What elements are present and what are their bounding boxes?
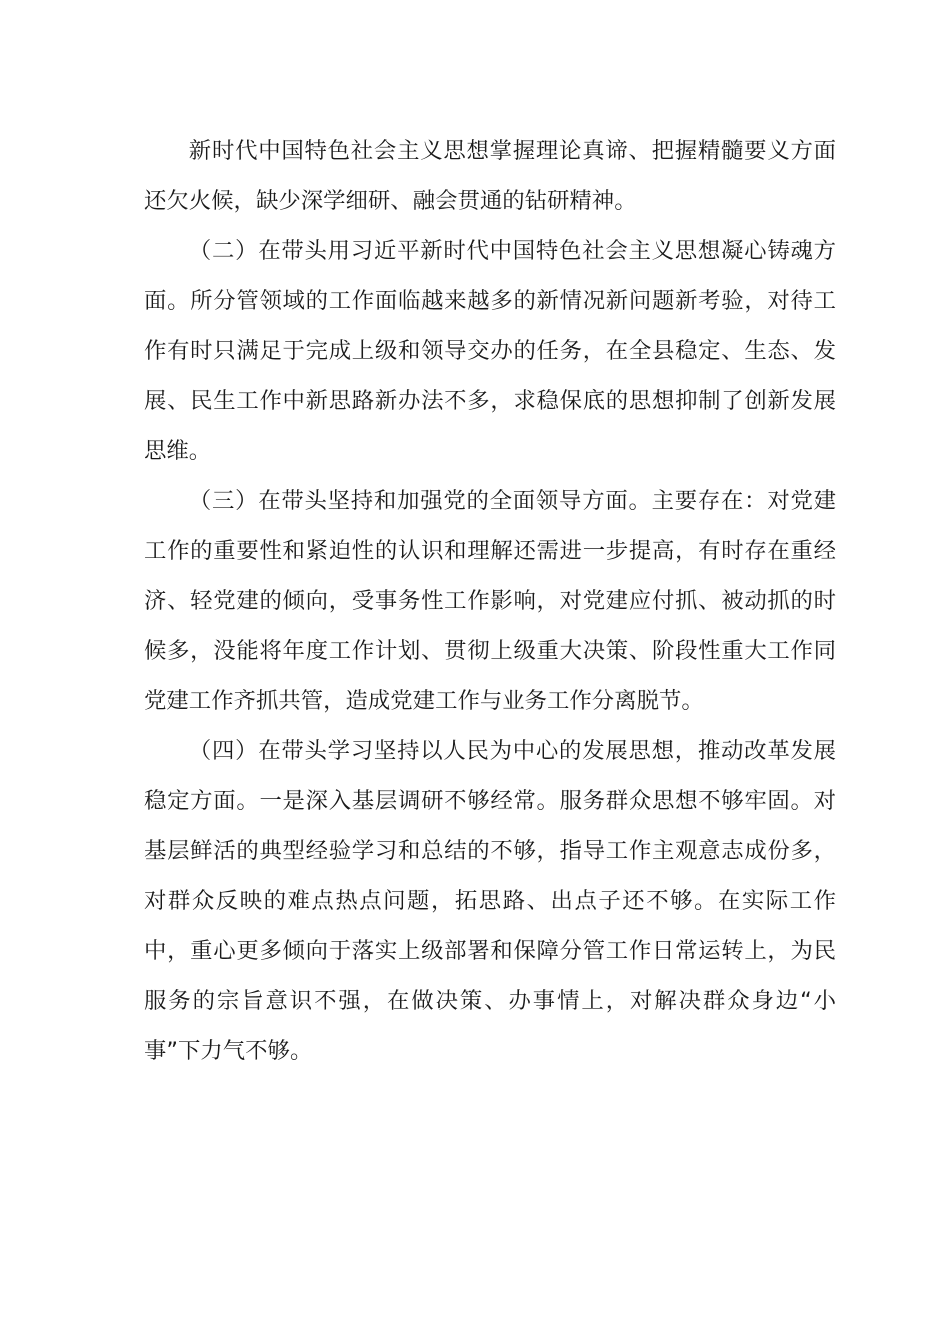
document-body: [144, 126, 836, 1076]
paragraph-section-three: （三）在带头坚持和加强党的全面领导方面。主要存在：对党建工作的重要性和紧迫性的认识和理解还需进一步提高，有时存在重经济、轻党建的倾向，受事务性工作影响，对党建应付抓、被动抓的时候多，没能将年度工作计划、贯彻上级重大决策、阶段性重大工作同党建工作齐抓共管，造成党建工作与业务工作分离脱节。: [144, 488, 836, 714]
paragraph-continuation: 新时代中国特色社会主义思想掌握理论真谛、把握精髓要义方面还欠火候，缺少深学细研、融会贯通的钻研精神。: [144, 138, 836, 214]
paragraph-section-two: （二）在带头用习近平新时代中国特色社会主义思想凝心铸魂方面。所分管领域的工作面临越来越多的新情况新问题新考验，对待工作有时只满足于完成上级和领导交办的任务，在全县稳定、生态、发展、民生工作中新思路新办法不多，求稳保底的思想抑制了创新发展思维。: [144, 238, 836, 464]
paragraph-section-four: （四）在带头学习坚持以人民为中心的发展思想，推动改革发展稳定方面。一是深入基层调研不够经常。服务群众思想不够牢固。对基层鲜活的典型经验学习和总结的不够，指导工作主观意志成份多，对群众反映的难点热点问题，拓思路、出点子还不够。在实际工作中，重心更多倾向于落实上级部署和保障分管工作日常运转上，为民服务的宗旨意识不强，在做决策、办事情上，对解决群众身边“小事”下力气不够。: [144, 738, 836, 1064]
